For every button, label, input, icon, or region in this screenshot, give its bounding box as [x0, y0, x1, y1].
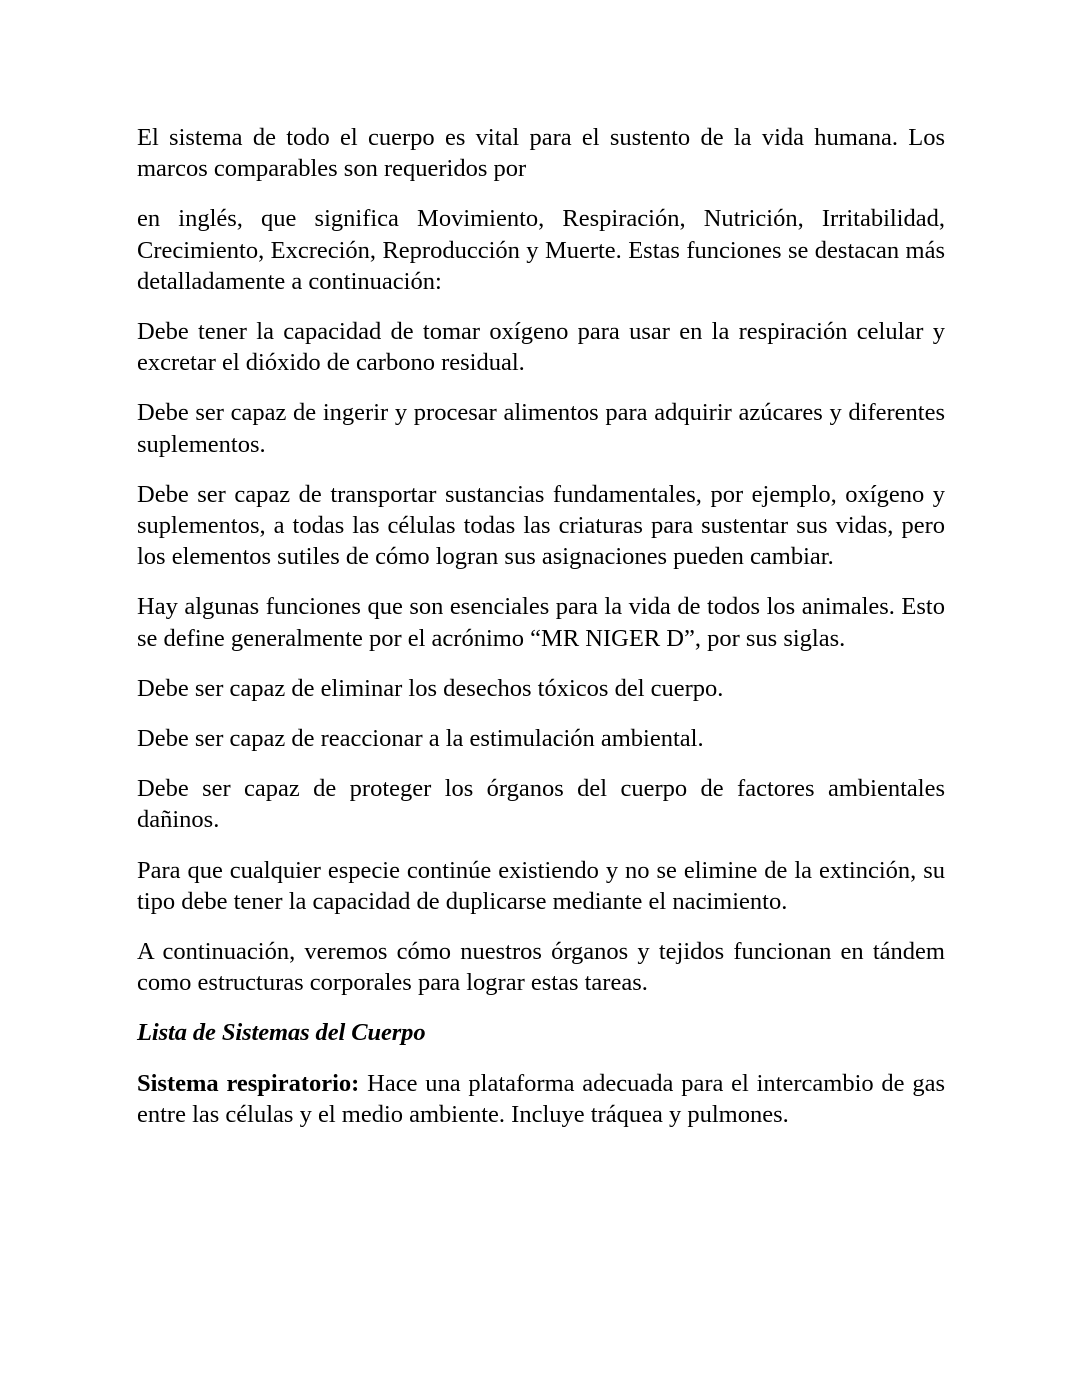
body-systems-heading: Lista de Sistemas del Cuerpo — [137, 1019, 426, 1047]
paragraph-excretion: Debe ser capaz de eliminar los desechos tóxicos del cuerpo. — [137, 674, 724, 702]
paragraph-irritability: Debe ser capaz de reaccionar a la estimulación ambiental. — [137, 725, 704, 753]
paragraph-respiration: Debe tener la capacidad de tomar oxígeno para usar en la respiración celular y excretar el dióxido de carbono residual. — [137, 318, 945, 377]
paragraph-protection: Debe ser capaz de proteger los órganos del cuerpo de factores ambientales dañinos. — [137, 775, 945, 834]
respiratory-system-entry — [137, 1068, 945, 1130]
paragraph-nutrition: Debe ser capaz de ingerir y procesar alimentos para adquirir azúcares y diferentes suplementos. — [137, 399, 945, 458]
paragraph-reproduction: Para que cualquier especie continúe existiendo y no se elimine de la extinción, su tipo debe tener la capacidad de duplicarse mediante el nacimiento. — [137, 856, 945, 915]
paragraph-intro: El sistema de todo el cuerpo es vital para el sustento de la vida humana. Los marcos comparables son requeridos por — [137, 124, 945, 183]
paragraph-transition: A continuación, veremos cómo nuestros órganos y tejidos funcionan en tándem como estructuras corporales para lograr estas tareas. — [137, 938, 945, 997]
paragraph-mr-niger-d: Hay algunas funciones que son esenciales para la vida de todos los animales. Esto se define generalmente por el acrónimo “MR NIGER D”, por sus siglas. — [137, 593, 945, 652]
document-text-column — [137, 122, 945, 1149]
respiratory-system-description: Hace una plataforma adecuada para el intercambio de gas entre las células y el medio ambiente. Incluye tráquea y pulmones. — [137, 1069, 945, 1128]
paragraph-transport: Debe ser capaz de transportar sustancias fundamentales, por ejemplo, oxígeno y suplementos, a todas las células todas las criaturas para sustentar sus vidas, pero los elementos sutiles de cómo logran sus asignaciones pueden cambiar. — [137, 480, 945, 571]
paragraph-acronym-expansion: en inglés, que significa Movimiento, Respiración, Nutrición, Irritabilidad, Crecimiento, Excreción, Reproducción y Muerte. Estas funciones se destacan más detalladamente a continuación: — [137, 205, 945, 295]
respiratory-system-label: Sistema respiratorio: — [137, 1069, 360, 1097]
